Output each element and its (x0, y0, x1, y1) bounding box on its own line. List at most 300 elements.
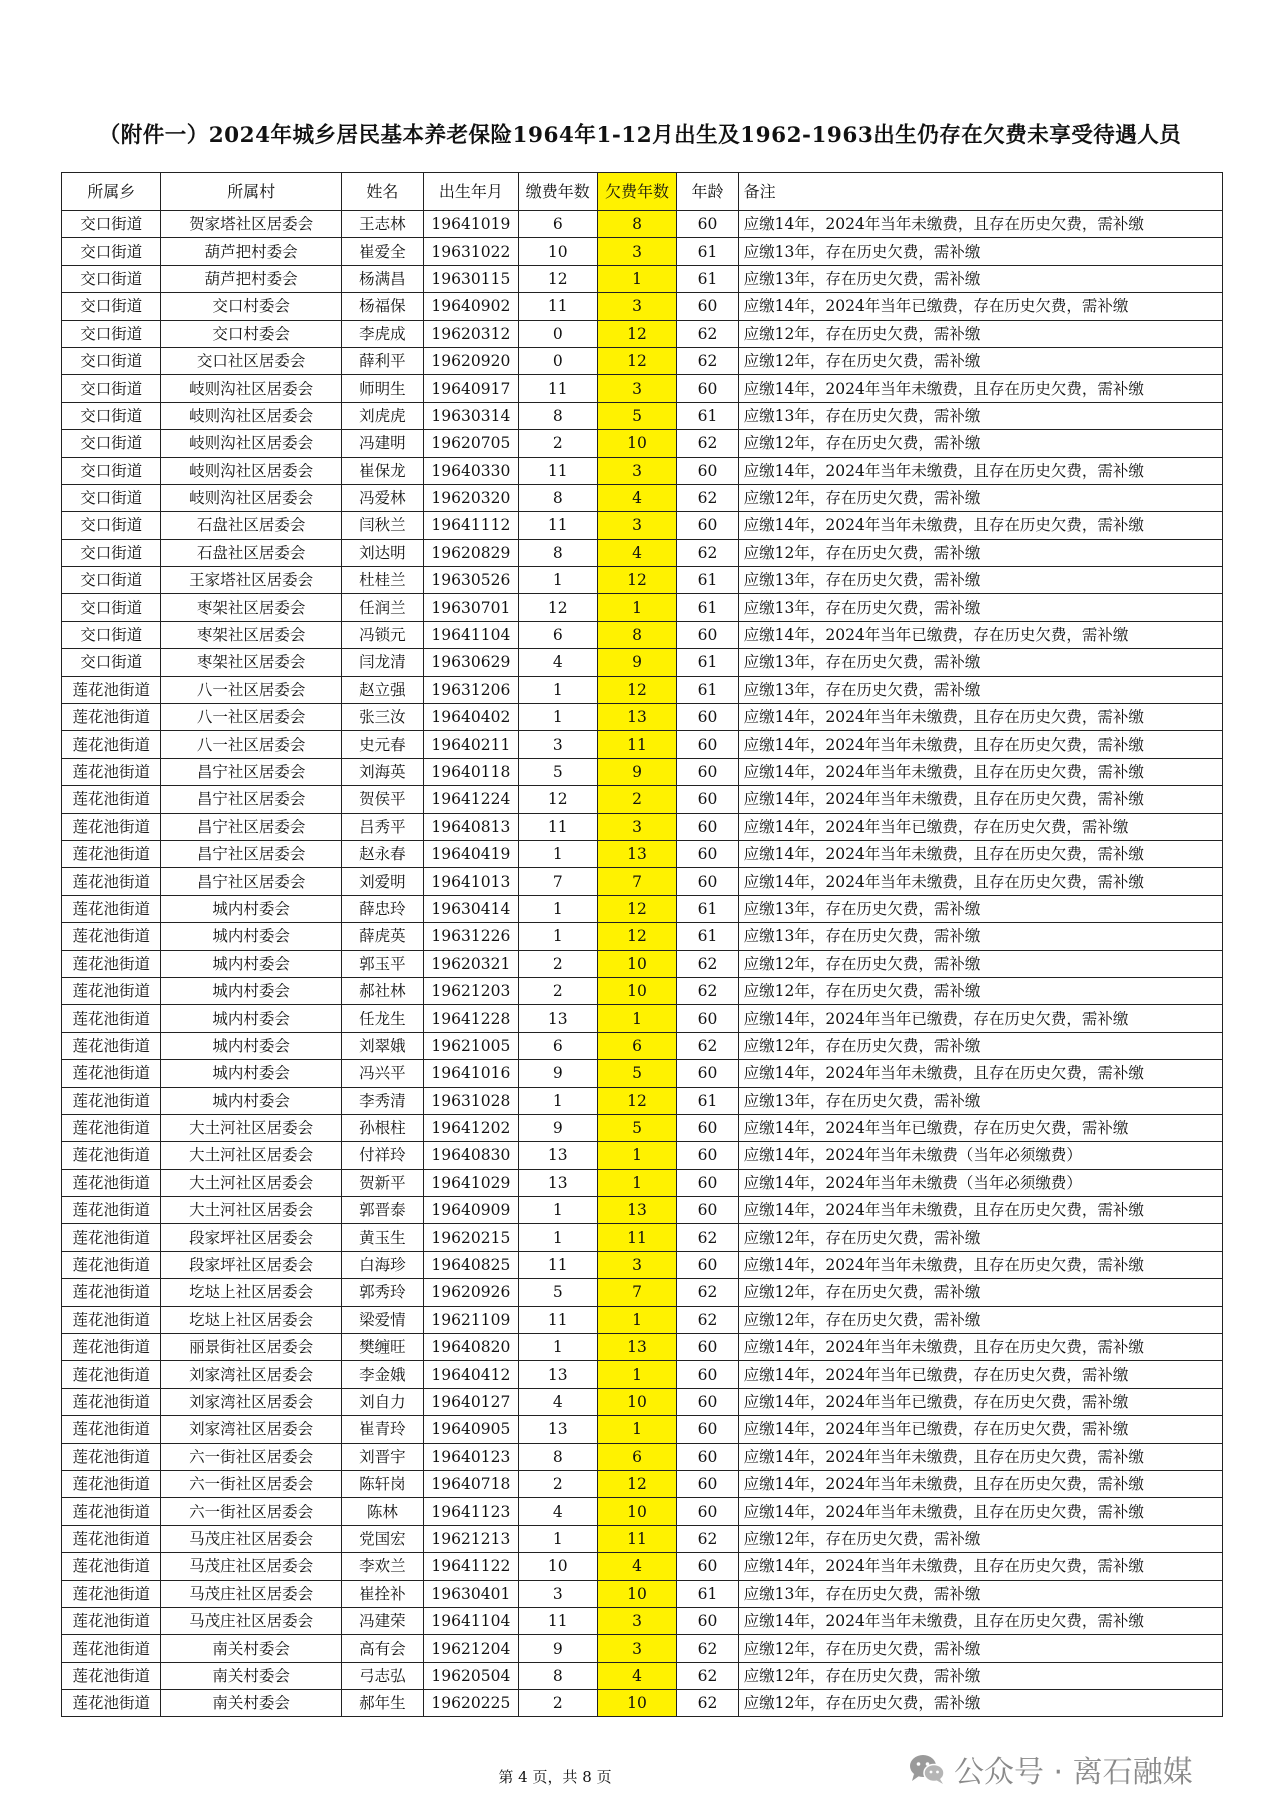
table-row (62, 375, 1223, 402)
cell-village: 刘家湾社区居委会 (161, 1388, 341, 1415)
cell-remarks: 应缴14年，2024年当年已缴费，存在历史欠费，需补缴 (738, 621, 1222, 648)
cell-remarks: 应缴14年，2024年当年未缴费（当年必须缴费） (738, 1142, 1222, 1169)
cell-remarks: 应缴14年，2024年当年已缴费，存在历史欠费，需补缴 (738, 293, 1222, 320)
cell-age: 62 (677, 320, 738, 347)
cell-age: 61 (677, 402, 738, 429)
cell-arrears-years: 10 (597, 977, 677, 1004)
cell-arrears-years: 11 (597, 1224, 677, 1251)
table-row (62, 347, 1223, 374)
header-paid-years: 缴费年数 (518, 173, 597, 211)
cell-arrears-years: 7 (597, 1279, 677, 1306)
cell-birth-date: 19630314 (423, 402, 518, 429)
cell-birth-date: 19640813 (423, 813, 518, 840)
cell-name: 冯建明 (341, 430, 423, 457)
cell-remarks: 应缴12年，存在历史欠费，需补缴 (738, 1279, 1222, 1306)
cell-remarks: 应缴12年，存在历史欠费，需补缴 (738, 1224, 1222, 1251)
cell-name: 师明生 (341, 375, 423, 402)
table-header-row (62, 173, 1223, 211)
cell-name: 白海珍 (341, 1251, 423, 1278)
cell-name: 李秀清 (341, 1087, 423, 1114)
cell-birth-date: 19620312 (423, 320, 518, 347)
cell-name: 郭晋泰 (341, 1197, 423, 1224)
cell-birth-date: 19641013 (423, 868, 518, 895)
cell-village: 城内村委会 (161, 1005, 341, 1032)
cell-township: 交口街道 (62, 320, 161, 347)
cell-township: 交口街道 (62, 457, 161, 484)
cell-age: 62 (677, 1690, 738, 1717)
cell-name: 崔保龙 (341, 457, 423, 484)
cell-paid-years: 7 (518, 868, 597, 895)
table-row (62, 704, 1223, 731)
cell-name: 陈林 (341, 1498, 423, 1525)
cell-paid-years: 9 (518, 1635, 597, 1662)
cell-remarks: 应缴12年，存在历史欠费，需补缴 (738, 1032, 1222, 1059)
cell-name: 郭秀玲 (341, 1279, 423, 1306)
cell-paid-years: 6 (518, 211, 597, 238)
cell-name: 郭玉平 (341, 950, 423, 977)
cell-arrears-years: 8 (597, 621, 677, 648)
table-row (62, 1197, 1223, 1224)
table-row (62, 1525, 1223, 1552)
cell-paid-years: 4 (518, 1388, 597, 1415)
table-row (62, 320, 1223, 347)
cell-village: 八一社区居委会 (161, 731, 341, 758)
cell-age: 60 (677, 1470, 738, 1497)
cell-birth-date: 19621109 (423, 1306, 518, 1333)
cell-village: 贺家塔社区居委会 (161, 211, 341, 238)
cell-birth-date: 19640830 (423, 1142, 518, 1169)
cell-age: 60 (677, 457, 738, 484)
cell-name: 闫秋兰 (341, 512, 423, 539)
cell-arrears-years: 13 (597, 1197, 677, 1224)
cell-township: 莲花池街道 (62, 1005, 161, 1032)
cell-paid-years: 8 (518, 1662, 597, 1689)
cell-age: 60 (677, 758, 738, 785)
cell-age: 60 (677, 211, 738, 238)
cell-arrears-years: 1 (597, 594, 677, 621)
header-village: 所属村 (161, 173, 341, 211)
cell-paid-years: 13 (518, 1361, 597, 1388)
cell-remarks: 应缴14年，2024年当年未缴费，且存在历史欠费，需补缴 (738, 1498, 1222, 1525)
cell-paid-years: 6 (518, 621, 597, 648)
cell-name: 薛忠玲 (341, 895, 423, 922)
cell-age: 60 (677, 1607, 738, 1634)
cell-name: 杨满昌 (341, 265, 423, 292)
cell-name: 赵永春 (341, 840, 423, 867)
cell-birth-date: 19631226 (423, 923, 518, 950)
cell-name: 王志林 (341, 211, 423, 238)
cell-village: 交口社区居委会 (161, 347, 341, 374)
cell-name: 李金娥 (341, 1361, 423, 1388)
cell-village: 马茂庄社区居委会 (161, 1607, 341, 1634)
cell-birth-date: 19620920 (423, 347, 518, 374)
cell-village: 岐则沟社区居委会 (161, 430, 341, 457)
cell-birth-date: 19641202 (423, 1114, 518, 1141)
cell-birth-date: 19630115 (423, 265, 518, 292)
cell-birth-date: 19640825 (423, 1251, 518, 1278)
cell-age: 62 (677, 1306, 738, 1333)
header-arrears-years: 欠费年数 (597, 173, 677, 211)
cell-township: 莲花池街道 (62, 676, 161, 703)
cell-name: 梁爱情 (341, 1306, 423, 1333)
cell-birth-date: 19640402 (423, 704, 518, 731)
cell-remarks: 应缴13年，存在历史欠费，需补缴 (738, 402, 1222, 429)
header-township: 所属乡 (62, 173, 161, 211)
cell-remarks: 应缴14年，2024年当年未缴费，且存在历史欠费，需补缴 (738, 1607, 1222, 1634)
cell-village: 六一街社区居委会 (161, 1443, 341, 1470)
cell-remarks: 应缴13年，存在历史欠费，需补缴 (738, 895, 1222, 922)
cell-paid-years: 3 (518, 731, 597, 758)
cell-name: 李欢兰 (341, 1553, 423, 1580)
cell-village: 交口村委会 (161, 320, 341, 347)
cell-village: 城内村委会 (161, 977, 341, 1004)
cell-age: 60 (677, 840, 738, 867)
cell-age: 60 (677, 1005, 738, 1032)
cell-age: 60 (677, 786, 738, 813)
cell-village: 城内村委会 (161, 1032, 341, 1059)
table-row (62, 649, 1223, 676)
cell-age: 60 (677, 621, 738, 648)
cell-age: 60 (677, 1361, 738, 1388)
cell-birth-date: 19640917 (423, 375, 518, 402)
table-row (62, 457, 1223, 484)
cell-paid-years: 13 (518, 1005, 597, 1032)
cell-village: 马茂庄社区居委会 (161, 1580, 341, 1607)
cell-age: 60 (677, 1169, 738, 1196)
cell-paid-years: 1 (518, 704, 597, 731)
cell-township: 莲花池街道 (62, 1443, 161, 1470)
table-row (62, 786, 1223, 813)
table-row (62, 1005, 1223, 1032)
table-row (62, 1607, 1223, 1634)
cell-name: 黄玉生 (341, 1224, 423, 1251)
cell-remarks: 应缴12年，存在历史欠费，需补缴 (738, 539, 1222, 566)
cell-arrears-years: 8 (597, 211, 677, 238)
cell-birth-date: 19621204 (423, 1635, 518, 1662)
cell-township: 莲花池街道 (62, 1169, 161, 1196)
cell-paid-years: 1 (518, 1197, 597, 1224)
cell-birth-date: 19620215 (423, 1224, 518, 1251)
cell-village: 城内村委会 (161, 923, 341, 950)
cell-village: 圪垯上社区居委会 (161, 1279, 341, 1306)
cell-township: 莲花池街道 (62, 1607, 161, 1634)
cell-remarks: 应缴13年，存在历史欠费，需补缴 (738, 676, 1222, 703)
cell-age: 60 (677, 1498, 738, 1525)
cell-village: 枣架社区居委会 (161, 621, 341, 648)
cell-birth-date: 19620504 (423, 1662, 518, 1689)
cell-remarks: 应缴13年，存在历史欠费，需补缴 (738, 265, 1222, 292)
cell-birth-date: 19620926 (423, 1279, 518, 1306)
table-row (62, 1662, 1223, 1689)
cell-name: 吕秀平 (341, 813, 423, 840)
cell-birth-date: 19641019 (423, 211, 518, 238)
cell-name: 任龙生 (341, 1005, 423, 1032)
header-remarks: 备注 (738, 173, 1222, 211)
cell-name: 弓志弘 (341, 1662, 423, 1689)
cell-township: 莲花池街道 (62, 895, 161, 922)
cell-arrears-years: 1 (597, 1416, 677, 1443)
cell-birth-date: 19640718 (423, 1470, 518, 1497)
cell-arrears-years: 2 (597, 786, 677, 813)
cell-township: 莲花池街道 (62, 840, 161, 867)
cell-birth-date: 19630401 (423, 1580, 518, 1607)
cell-paid-years: 1 (518, 567, 597, 594)
cell-paid-years: 2 (518, 430, 597, 457)
cell-name: 杜桂兰 (341, 567, 423, 594)
cell-township: 交口街道 (62, 567, 161, 594)
cell-arrears-years: 12 (597, 320, 677, 347)
cell-paid-years: 1 (518, 895, 597, 922)
cell-village: 八一社区居委会 (161, 704, 341, 731)
cell-remarks: 应缴14年，2024年当年未缴费，且存在历史欠费，需补缴 (738, 1553, 1222, 1580)
cell-remarks: 应缴14年，2024年当年未缴费，且存在历史欠费，需补缴 (738, 375, 1222, 402)
cell-arrears-years: 10 (597, 1388, 677, 1415)
table-row (62, 1087, 1223, 1114)
cell-village: 石盘社区居委会 (161, 539, 341, 566)
cell-name: 薛虎英 (341, 923, 423, 950)
cell-arrears-years: 11 (597, 731, 677, 758)
cell-village: 大土河社区居委会 (161, 1142, 341, 1169)
table-row (62, 402, 1223, 429)
cell-arrears-years: 3 (597, 238, 677, 265)
cell-village: 南关村委会 (161, 1635, 341, 1662)
cell-remarks: 应缴13年，存在历史欠费，需补缴 (738, 649, 1222, 676)
cell-township: 莲花池街道 (62, 1662, 161, 1689)
cell-name: 郝社林 (341, 977, 423, 1004)
cell-village: 枣架社区居委会 (161, 594, 341, 621)
cell-arrears-years: 1 (597, 1306, 677, 1333)
page-number: 第 4 页，共 8 页 (498, 1768, 612, 1786)
cell-age: 61 (677, 1580, 738, 1607)
cell-birth-date: 19641123 (423, 1498, 518, 1525)
cell-paid-years: 11 (518, 293, 597, 320)
table-row (62, 731, 1223, 758)
cell-township: 交口街道 (62, 649, 161, 676)
cell-birth-date: 19640330 (423, 457, 518, 484)
cell-paid-years: 10 (518, 1553, 597, 1580)
table-row (62, 1443, 1223, 1470)
cell-paid-years: 1 (518, 1334, 597, 1361)
cell-remarks: 应缴14年，2024年当年未缴费，且存在历史欠费，需补缴 (738, 457, 1222, 484)
cell-village: 城内村委会 (161, 1060, 341, 1087)
cell-remarks: 应缴14年，2024年当年未缴费，且存在历史欠费，需补缴 (738, 1060, 1222, 1087)
cell-name: 李虎成 (341, 320, 423, 347)
table-row (62, 840, 1223, 867)
cell-paid-years: 1 (518, 1525, 597, 1552)
cell-age: 60 (677, 1553, 738, 1580)
cell-arrears-years: 6 (597, 1032, 677, 1059)
table-row (62, 895, 1223, 922)
cell-arrears-years: 12 (597, 347, 677, 374)
cell-township: 莲花池街道 (62, 704, 161, 731)
cell-township: 莲花池街道 (62, 1197, 161, 1224)
cell-birth-date: 19640123 (423, 1443, 518, 1470)
cell-village: 大土河社区居委会 (161, 1114, 341, 1141)
cell-township: 交口街道 (62, 265, 161, 292)
cell-age: 60 (677, 1334, 738, 1361)
cell-paid-years: 8 (518, 484, 597, 511)
table-row (62, 211, 1223, 238)
header-age: 年龄 (677, 173, 738, 211)
cell-birth-date: 19630701 (423, 594, 518, 621)
cell-township: 莲花池街道 (62, 1690, 161, 1717)
cell-paid-years: 12 (518, 786, 597, 813)
cell-remarks: 应缴14年，2024年当年已缴费，存在历史欠费，需补缴 (738, 1005, 1222, 1032)
cell-age: 62 (677, 430, 738, 457)
cell-paid-years: 2 (518, 1690, 597, 1717)
cell-paid-years: 13 (518, 1169, 597, 1196)
cell-paid-years: 11 (518, 813, 597, 840)
cell-paid-years: 6 (518, 1032, 597, 1059)
cell-arrears-years: 3 (597, 813, 677, 840)
cell-paid-years: 0 (518, 320, 597, 347)
cell-township: 交口街道 (62, 539, 161, 566)
table-row (62, 1306, 1223, 1333)
cell-name: 孙根柱 (341, 1114, 423, 1141)
cell-arrears-years: 9 (597, 649, 677, 676)
cell-arrears-years: 12 (597, 895, 677, 922)
cell-village: 岐则沟社区居委会 (161, 375, 341, 402)
cell-birth-date: 19640211 (423, 731, 518, 758)
cell-age: 60 (677, 1443, 738, 1470)
cell-arrears-years: 10 (597, 1498, 677, 1525)
cell-village: 石盘社区居委会 (161, 512, 341, 539)
cell-township: 交口街道 (62, 375, 161, 402)
cell-village: 圪垯上社区居委会 (161, 1306, 341, 1333)
cell-remarks: 应缴14年，2024年当年未缴费，且存在历史欠费，需补缴 (738, 758, 1222, 785)
cell-arrears-years: 11 (597, 1525, 677, 1552)
cell-remarks: 应缴14年，2024年当年已缴费，存在历史欠费，需补缴 (738, 813, 1222, 840)
table-row (62, 1142, 1223, 1169)
cell-birth-date: 19640118 (423, 758, 518, 785)
cell-paid-years: 8 (518, 539, 597, 566)
cell-age: 62 (677, 950, 738, 977)
cell-township: 莲花池街道 (62, 731, 161, 758)
cell-township: 莲花池街道 (62, 1306, 161, 1333)
arrears-table (61, 172, 1223, 1717)
cell-name: 闫龙清 (341, 649, 423, 676)
cell-township: 莲花池街道 (62, 1224, 161, 1251)
cell-village: 南关村委会 (161, 1662, 341, 1689)
cell-name: 樊缠旺 (341, 1334, 423, 1361)
cell-paid-years: 1 (518, 1224, 597, 1251)
cell-age: 60 (677, 1114, 738, 1141)
cell-township: 莲花池街道 (62, 1498, 161, 1525)
cell-township: 交口街道 (62, 484, 161, 511)
cell-township: 交口街道 (62, 402, 161, 429)
cell-name: 崔青玲 (341, 1416, 423, 1443)
cell-name: 崔爱全 (341, 238, 423, 265)
table-row (62, 977, 1223, 1004)
cell-township: 莲花池街道 (62, 1251, 161, 1278)
cell-remarks: 应缴12年，存在历史欠费，需补缴 (738, 347, 1222, 374)
cell-arrears-years: 12 (597, 676, 677, 703)
cell-remarks: 应缴12年，存在历史欠费，需补缴 (738, 977, 1222, 1004)
cell-township: 莲花池街道 (62, 786, 161, 813)
table-row (62, 1498, 1223, 1525)
table-row (62, 1580, 1223, 1607)
cell-name: 贺新平 (341, 1169, 423, 1196)
cell-village: 马茂庄社区居委会 (161, 1553, 341, 1580)
cell-name: 贺侯平 (341, 786, 423, 813)
cell-name: 杨福保 (341, 293, 423, 320)
cell-township: 莲花池街道 (62, 1114, 161, 1141)
cell-name: 史元春 (341, 731, 423, 758)
cell-name: 付祥玲 (341, 1142, 423, 1169)
table-row (62, 923, 1223, 950)
cell-remarks: 应缴13年，存在历史欠费，需补缴 (738, 1580, 1222, 1607)
cell-birth-date: 19630526 (423, 567, 518, 594)
cell-arrears-years: 4 (597, 539, 677, 566)
cell-birth-date: 19630629 (423, 649, 518, 676)
table-row (62, 1334, 1223, 1361)
cell-age: 62 (677, 1032, 738, 1059)
cell-paid-years: 0 (518, 347, 597, 374)
cell-paid-years: 2 (518, 1470, 597, 1497)
cell-age: 60 (677, 375, 738, 402)
cell-age: 62 (677, 1525, 738, 1552)
cell-arrears-years: 10 (597, 1690, 677, 1717)
cell-village: 城内村委会 (161, 1087, 341, 1114)
cell-arrears-years: 4 (597, 1553, 677, 1580)
cell-name: 党国宏 (341, 1525, 423, 1552)
cell-paid-years: 11 (518, 512, 597, 539)
cell-age: 60 (677, 868, 738, 895)
cell-age: 61 (677, 567, 738, 594)
cell-remarks: 应缴13年，存在历史欠费，需补缴 (738, 567, 1222, 594)
cell-township: 莲花池街道 (62, 1142, 161, 1169)
cell-paid-years: 11 (518, 1306, 597, 1333)
cell-village: 城内村委会 (161, 895, 341, 922)
cell-age: 62 (677, 1279, 738, 1306)
table-row (62, 1060, 1223, 1087)
cell-township: 交口街道 (62, 512, 161, 539)
cell-birth-date: 19621203 (423, 977, 518, 1004)
cell-name: 刘自力 (341, 1388, 423, 1415)
cell-village: 丽景街社区居委会 (161, 1334, 341, 1361)
cell-remarks: 应缴12年，存在历史欠费，需补缴 (738, 484, 1222, 511)
cell-remarks: 应缴14年，2024年当年未缴费，且存在历史欠费，需补缴 (738, 1334, 1222, 1361)
cell-birth-date: 19641016 (423, 1060, 518, 1087)
cell-age: 60 (677, 512, 738, 539)
cell-birth-date: 19641228 (423, 1005, 518, 1032)
cell-name: 任润兰 (341, 594, 423, 621)
cell-remarks: 应缴14年，2024年当年未缴费，且存在历史欠费，需补缴 (738, 704, 1222, 731)
cell-township: 莲花池街道 (62, 1032, 161, 1059)
table-row (62, 1553, 1223, 1580)
cell-village: 昌宁社区居委会 (161, 813, 341, 840)
watermark-text: 公众号 · 离石融媒 (954, 1755, 1193, 1790)
table-body (62, 211, 1223, 1717)
cell-village: 八一社区居委会 (161, 676, 341, 703)
table-row (62, 1114, 1223, 1141)
cell-township: 交口街道 (62, 293, 161, 320)
table-row (62, 539, 1223, 566)
table-row (62, 265, 1223, 292)
cell-paid-years: 1 (518, 676, 597, 703)
cell-name: 陈轩岗 (341, 1470, 423, 1497)
cell-township: 莲花池街道 (62, 868, 161, 895)
cell-remarks: 应缴14年，2024年当年未缴费，且存在历史欠费，需补缴 (738, 786, 1222, 813)
cell-age: 60 (677, 731, 738, 758)
cell-age: 61 (677, 895, 738, 922)
cell-age: 60 (677, 1060, 738, 1087)
cell-age: 60 (677, 293, 738, 320)
cell-village: 昌宁社区居委会 (161, 758, 341, 785)
cell-age: 60 (677, 704, 738, 731)
cell-name: 张三汝 (341, 704, 423, 731)
cell-village: 刘家湾社区居委会 (161, 1416, 341, 1443)
